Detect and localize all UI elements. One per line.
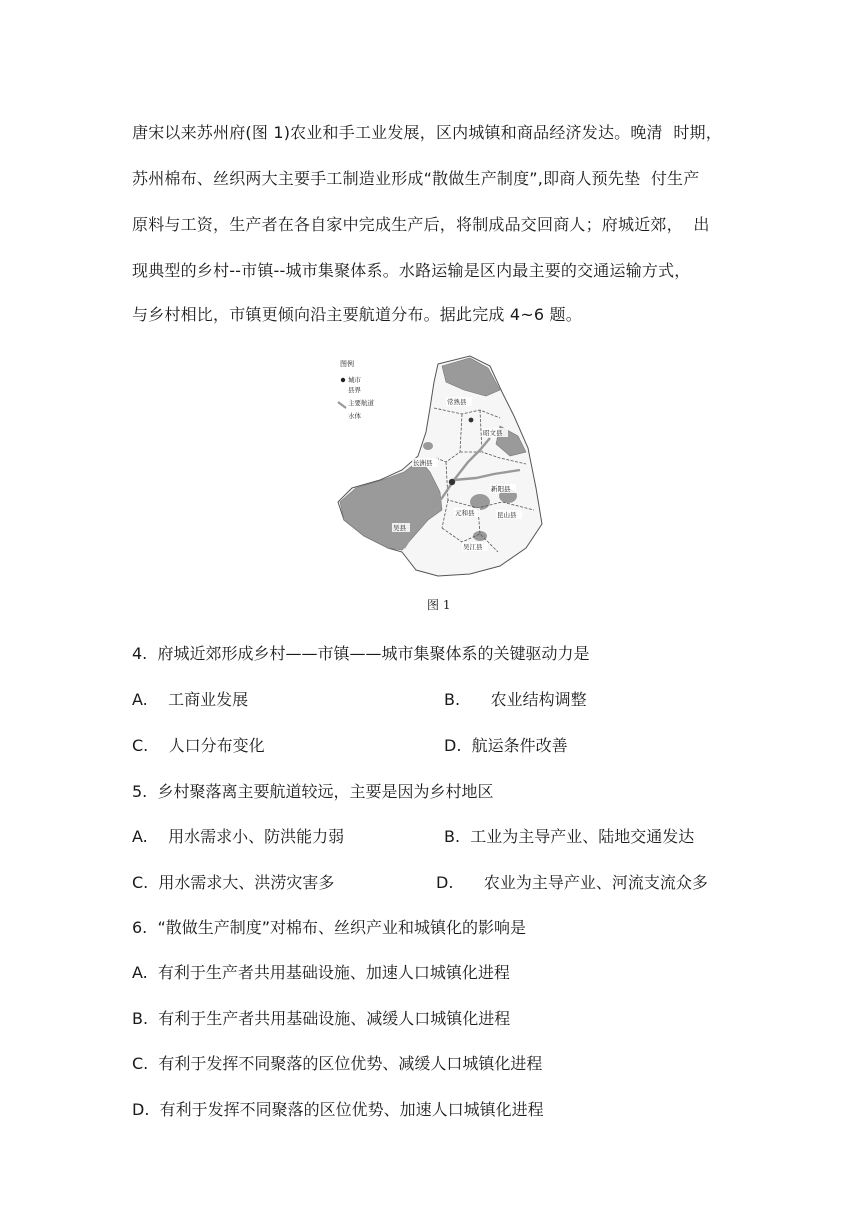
label-wuxian: 吴县 <box>393 524 406 532</box>
legend-city: 城市 <box>348 376 361 384</box>
legend-boundary: 县界 <box>348 386 361 394</box>
city-marker-suzhou <box>449 479 455 485</box>
suzhou-map <box>330 352 550 582</box>
question-5-option-d[interactable]: D. 农业为主导产业、河流支流众多 <box>436 873 708 892</box>
intro-line-1: 唐宋以来苏州府(图 1)农业和手工业发展，区内城镇和商品经济发达。晚清 时期， <box>132 123 722 142</box>
question-4-option-b[interactable]: B. 农业结构调整 <box>444 690 587 709</box>
question-5-option-a[interactable]: A. 用水需求小、防洪能力弱 <box>132 827 345 846</box>
label-changzhou: 长洲县 <box>413 459 433 467</box>
map-land-outline <box>338 356 542 576</box>
water-body-lake-1 <box>470 494 490 510</box>
label-yuanhe: 元和县 <box>455 509 475 517</box>
label-xinyang: 新阳县 <box>491 485 511 493</box>
legend-title: 图例 <box>340 360 354 368</box>
label-zhaowen: 昭文县 <box>483 429 503 437</box>
question-6-option-b[interactable]: B. 有利于生产者共用基础设施、减缓人口城镇化进程 <box>132 1009 511 1028</box>
intro-line-3: 原料与工资，生产者在各自家中完成生产后，将制成品交回商人；府城近郊， 出 <box>132 215 710 234</box>
legend-water: 水体 <box>348 412 361 420</box>
question-6-option-c[interactable]: C. 有利于发挥不同聚落的区位优势、减缓人口城镇化进程 <box>132 1054 543 1073</box>
question-5-option-b[interactable]: B. 工业为主导产业、陆地交通发达 <box>444 827 695 846</box>
intro-line-4: 现典型的乡村--市镇--城市集聚体系。水路运输是区内最主要的交通运输方式， <box>132 261 691 280</box>
legend-city-symbol <box>341 378 345 382</box>
question-5-option-c[interactable]: C. 用水需求大、洪涝灾害多 <box>132 873 335 892</box>
label-changshu: 常熟县 <box>447 398 467 406</box>
legend-waterway-symbol <box>338 402 346 408</box>
figure-caption: 图 1 <box>427 598 451 612</box>
question-4-stem: 4. 府城近郊形成乡村——市镇——城市集聚体系的关键驱动力是 <box>132 644 590 663</box>
legend-waterway: 主要航道 <box>348 399 374 407</box>
question-6-option-d[interactable]: D. 有利于发挥不同聚落的区位优势、加速人口城镇化进程 <box>132 1100 544 1119</box>
question-5-stem: 5. 乡村聚落离主要航道较远，主要是因为乡村地区 <box>132 782 494 801</box>
suzhou-map-figure <box>330 352 550 582</box>
intro-line-5: 与乡村相比，市镇更倾向沿主要航道分布。据此完成 4~6 题。 <box>132 305 582 324</box>
water-body-lake-5 <box>423 442 433 450</box>
question-4-option-a[interactable]: A. 工商业发展 <box>132 690 249 709</box>
question-4-option-d[interactable]: D. 航运条件改善 <box>444 736 568 755</box>
question-6-option-a[interactable]: A. 有利于生产者共用基础设施、加速人口城镇化进程 <box>132 963 510 982</box>
city-marker-changshu <box>469 418 474 423</box>
question-4-option-c[interactable]: C. 人口分布变化 <box>132 736 265 755</box>
intro-line-2: 苏州棉布、丝织两大主要手工制造业形成“散做生产制度”,即商人预先垫 付生产 <box>132 169 700 188</box>
question-6-stem: 6. “散做生产制度”对棉布、丝织产业和城镇化的影响是 <box>132 918 527 937</box>
label-wujiang: 吴江县 <box>463 543 483 551</box>
label-kunshan: 昆山县 <box>497 511 517 519</box>
